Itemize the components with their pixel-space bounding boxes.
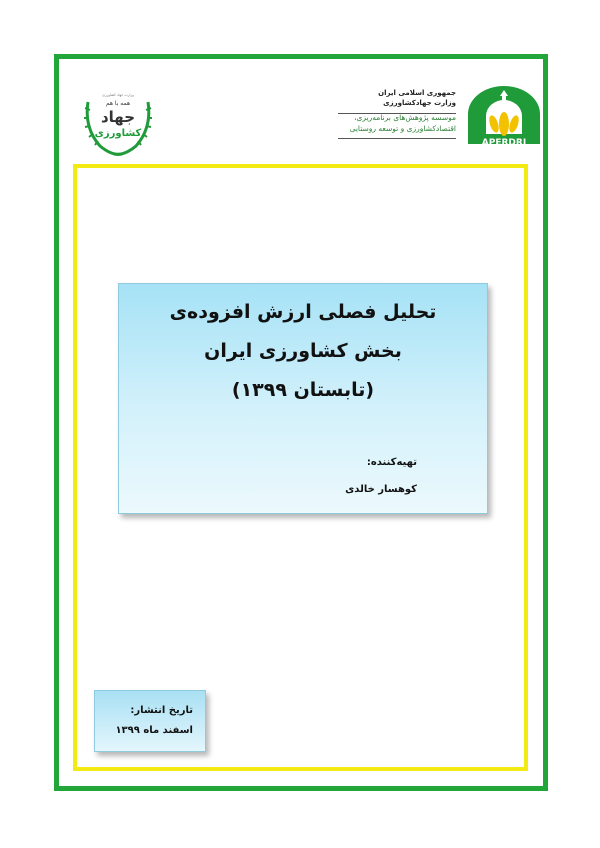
ministry-line-1: جمهوری اسلامی ایران xyxy=(378,89,456,97)
jihad-keshavarzi-logo xyxy=(78,88,158,160)
preparer-name: کوهسار خالدی xyxy=(345,484,417,495)
title-line-2: بخش کشاورزی ایران xyxy=(204,340,402,362)
aperdri-logo xyxy=(464,86,544,150)
institute-header xyxy=(340,86,544,150)
ministry-text xyxy=(378,88,456,108)
title-line-1: تحلیل فصلی ارزش افزوده‌ی xyxy=(169,301,437,323)
publication-date-box xyxy=(94,690,206,752)
jihad-logo-main-text: جهاد xyxy=(100,108,136,126)
publication-date: اسفند ماه ۱۳۹۹ xyxy=(115,725,193,736)
institute-line-2: اقتصادکشاورزی و توسعه روستایی xyxy=(349,124,456,133)
svg-text:وزارت جهاد کشاورزی: وزارت جهاد کشاورزی xyxy=(102,93,134,97)
title-line-3: (تابستان ۱۳۹۹) xyxy=(231,379,375,401)
ministry-line-2: وزارت جهادکشاورزی xyxy=(383,99,456,107)
institute-line-1: موسسه پژوهش‌های برنامه‌ریزی، xyxy=(354,113,456,122)
header-divider-bottom xyxy=(338,138,456,139)
preparer-label: تهیه‌کننده: xyxy=(366,457,417,468)
aperdri-label: APERDRI xyxy=(481,138,527,148)
jihad-logo-top-text: همه با هم xyxy=(105,100,131,107)
publication-label: تاریخ انتشار: xyxy=(130,705,193,716)
institute-text xyxy=(350,112,456,134)
jihad-logo-sub-text: کشاورزی xyxy=(94,128,142,139)
title-box xyxy=(118,283,488,514)
